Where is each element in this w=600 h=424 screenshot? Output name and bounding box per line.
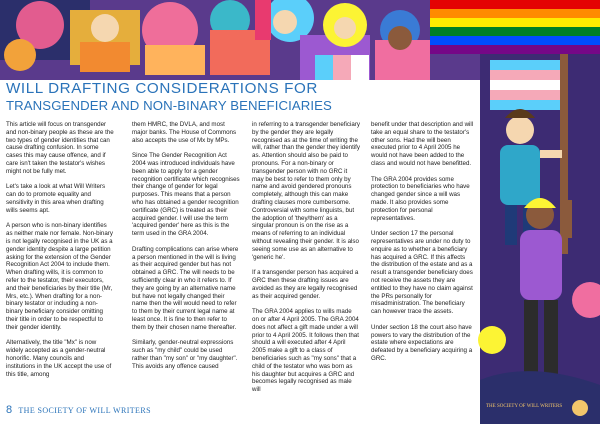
paragraph: Under section 17 the personal representatives are under no duty to enquire as to whether a beneficiary has acquired a GRC. If this affects the distribution of the estate and as a result a transgender beneficiary does not receive the assets they are entitled to they have no claim against the PRs personally for misadministration. The beneficiary can however trace the assets. — [371, 230, 473, 316]
paragraph: If a transgender person has acquired a GRC then these drafting issues are avoided as they are legally recognised as their acquired gender. — [252, 269, 359, 300]
paragraph: Under section 18 the court also have powers to vary the distribution of the estate where expectations are defeated by a beneficiary acquiring a GRC. — [371, 323, 473, 362]
paragraph: benefit under that description and will take an equal share to the testator's other sons. Had the will been executed prior to 4 April 2005 he would not have been added to the class and would not have benefitted. — [371, 121, 474, 167]
paragraph: A person who is non-binary identifies as neither male nor female. Non-binary is not legally recognised in the UK as a gender identity despite a large petition asking for the extension of the Gender Recognition Act 2004 to include them. When drafting wills, it is common to refer to the testator, their executors, and their beneficiaries by their title (Mr, Mrs, etc.). When drafting for a non-binary testator or including a non-binary beneficiary consider omitting their title in order to be respectful to their gender identity. — [6, 222, 113, 331]
paragraph: The GRA 2004 provides some protection to beneficiaries who have changed gender since a will was made. It also provides some protection for personal representatives. — [371, 175, 470, 222]
title-line-1: WILL DRAFTING CONSIDERATIONS FOR — [6, 80, 318, 97]
paragraph: in referring to a transgender beneficiary by the gender they are legally recognised as at the time of writing the will, rather than the gender they identify as. Attention should also be paid to pronouns. For a non-binary or transgender person with no GRC it may be best to refer to them only by name and avoid gendered pronouns completely, although this can make drafting clauses more cumbersome. Controversial with some linguists, but the adoption of 'they/them' as a singular pronoun is on the rise as a means of referring to an individual without revealing their gender. It is also seeing some use as an alternative to 'generic he'. — [252, 121, 361, 261]
page-number: 8 — [6, 404, 13, 416]
paragraph: Similarly, gender-neutral expressions such as "my child" could be used rather than "my son" or "my daughter". This avoids any offence caused — [132, 339, 238, 370]
page-footer — [6, 404, 151, 416]
paragraph: them HMRC, the DVLA, and most major banks. The House of Commons also accepts the use of Mx by MPs. — [132, 121, 237, 144]
text-column-1 — [6, 121, 114, 386]
paragraph: Alternatively, the title "Mx" is now widely accepted as a gender-neutral honorific. Many councils and institutions in the UK accept the use of this title, among — [6, 339, 112, 378]
text-column-3 — [252, 121, 360, 402]
text-column-2 — [132, 121, 240, 378]
paragraph: This article will focus on transgender and non-binary people as these are the two types of gender identities that can cause drafting confusion. In some cases this may cause offence, and if care isn't taken the testator's wishes might not be fully met. — [6, 121, 114, 175]
paragraph: Drafting complications can arise where a person mentioned in the will is living as their acquired gender but has not obtained a GRC. The will needs to be sufficiently clear in who it refers to. If they are going by an alternative name but have not legally changed their name then the will would need to refer to them by their current legal name at least once. It is fine to then refer to them by their chosen name thereafter. — [132, 245, 239, 331]
paragraph: The GRA 2004 applies to wills made on or after 4 April 2005. The GRA 2004 does not affect a gift made under a will prior to 4 April 2005. It follows then that should a will executed after 4 April 2005 make a gift to a class of beneficiaries such as "my sons" that a child of the testator who was born as his daughter but acquires a GRC and becomes legally recognised as male will — [252, 308, 359, 394]
footer-right-label: THE SOCIETY OF WILL WRITERS — [486, 404, 563, 409]
paragraph: Since The Gender Recognition Act 2004 was introduced individuals have been able to apply for a gender recognition certificate which recognises their change of gender for legal purposes. This means that a person who has obtained a gender recognition certificate (GRC) is treated as their acquired gender. I will use the term 'acquired gender' here as this is the term used in the GRA 2004. — [132, 152, 240, 238]
paragraph: Let's take a look at what Will Writers can do to promote equality and sensitivity in this area when drafting wills seems apt. — [6, 183, 106, 214]
publication-name: THE SOCIETY OF WILL WRITERS — [18, 406, 151, 415]
text-column-4 — [371, 121, 475, 371]
title-line-2: TRANSGENDER AND NON-BINARY BENEFICIARIES — [6, 98, 332, 113]
